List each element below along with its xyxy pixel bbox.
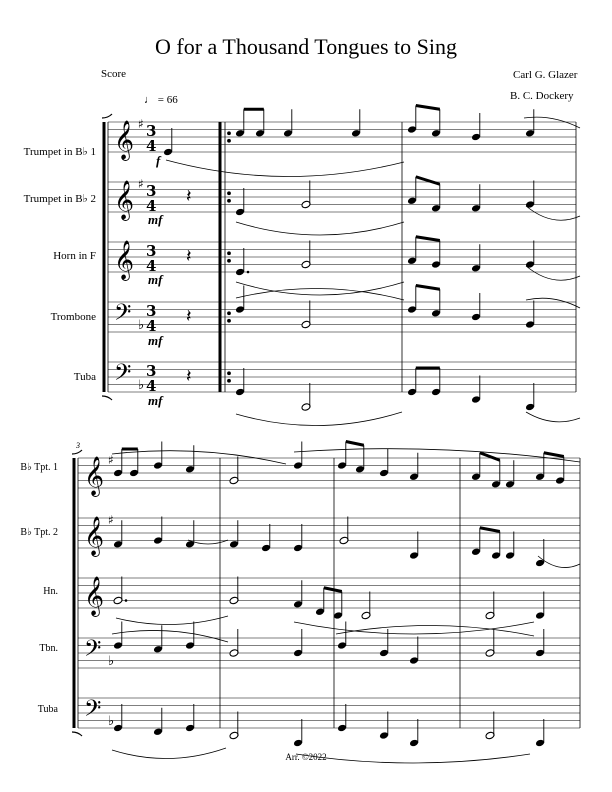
time-signature-numerator: 3: [146, 302, 157, 320]
copyright-footer: Arr. ©2022: [285, 752, 327, 762]
flat-icon: ♭: [138, 378, 145, 393]
flat-icon: ♭: [108, 654, 115, 669]
bass-clef-icon: 𝄢: [114, 300, 132, 331]
slur: [296, 754, 530, 763]
quarter-rest-icon: 𝄽: [186, 186, 192, 207]
repeat-dot: [228, 319, 231, 322]
beam: [416, 237, 440, 241]
beam: [346, 442, 364, 446]
sharp-icon: ♯: [138, 177, 144, 191]
repeat-dot: [228, 372, 231, 375]
bracket-end: [72, 450, 82, 454]
slur: [524, 117, 580, 128]
sharp-icon: ♯: [138, 117, 144, 131]
dynamic-marking: mf: [148, 333, 163, 348]
flat-icon: ♭: [108, 714, 115, 729]
slur: [294, 622, 534, 634]
bracket-end: [102, 396, 112, 400]
score-label: Score: [101, 68, 127, 80]
quarter-note-icon: ♩: [144, 94, 155, 106]
flat-icon: ♭: [138, 318, 145, 333]
repeat-dot: [228, 199, 231, 202]
instrument-name-tuba: Tuba: [73, 371, 96, 383]
sharp-icon: ♯: [108, 453, 114, 467]
slur: [112, 748, 226, 759]
time-signature-numerator: 3: [146, 122, 157, 140]
dynamic-marking: f: [156, 153, 161, 168]
arranger-credit: B. C. Dockery: [510, 90, 574, 102]
beam: [416, 286, 440, 290]
instrument-name-tuba: Tuba: [37, 704, 58, 715]
repeat-dot: [228, 139, 231, 142]
instrument-name-horn: Hn.: [43, 586, 58, 597]
repeat-dot: [228, 312, 231, 315]
slur: [526, 266, 580, 280]
repeat-dot: [228, 132, 231, 135]
slur: [236, 288, 404, 300]
time-signature-numerator: 3: [146, 242, 157, 260]
repeat-dot: [228, 379, 231, 382]
bass-clef-icon: 𝄢: [84, 636, 102, 667]
bass-clef-icon: 𝄢: [114, 360, 132, 391]
time-signature-numerator: 3: [146, 362, 157, 380]
beam: [480, 528, 500, 532]
slur: [538, 556, 580, 568]
instrument-name-trumpet-1: B♭ Tpt. 1: [20, 462, 58, 473]
instrument-name-trombone: Trombone: [50, 311, 96, 323]
time-signature-denominator: 4: [146, 257, 157, 275]
clefs: [84, 117, 156, 729]
slur: [166, 160, 404, 177]
treble-clef-icon: 𝄞: [114, 240, 135, 280]
slur: [526, 412, 580, 422]
beam: [416, 177, 440, 185]
bass-clef-icon: 𝄢: [84, 696, 102, 727]
sharp-icon: ♯: [108, 513, 114, 527]
slur: [116, 616, 228, 625]
treble-clef-icon: 𝄞: [84, 576, 105, 616]
time-signature-denominator: 4: [146, 137, 157, 155]
instrument-name-trumpet-2: B♭ Tpt. 2: [20, 527, 58, 538]
treble-clef-icon: 𝄞: [84, 516, 105, 556]
repeat-dot: [228, 252, 231, 255]
augmentation-dot: [247, 271, 250, 274]
instrument-name-horn: Horn in F: [53, 250, 96, 262]
beam: [416, 106, 440, 110]
slur: [112, 630, 228, 642]
treble-clef-icon: 𝄞: [114, 120, 135, 160]
time-signature-denominator: 4: [146, 317, 157, 335]
treble-clef-icon: 𝄞: [84, 456, 105, 496]
repeat-dot: [228, 192, 231, 195]
beam: [324, 588, 342, 592]
augmentation-dot: [125, 599, 128, 602]
treble-clef-icon: 𝄞: [114, 180, 135, 220]
beam: [480, 453, 500, 461]
score-title: O for a Thousand Tongues to Sing: [155, 34, 457, 59]
bracket-end: [72, 732, 82, 736]
composer-credit: Carl G. Glazer: [513, 69, 578, 81]
slur: [526, 206, 580, 220]
quarter-rest-icon: 𝄽: [186, 366, 192, 387]
instrument-name-trumpet-1: Trumpet in B♭ 1: [23, 146, 96, 158]
quarter-rest-icon: 𝄽: [186, 306, 192, 327]
slur: [294, 449, 580, 462]
dynamic-marking: mf: [148, 393, 163, 408]
repeat-dot: [228, 259, 231, 262]
time-signature-denominator: 4: [146, 197, 157, 215]
slur: [236, 412, 402, 426]
time-signature-numerator: 3: [146, 182, 157, 200]
quarter-rest-icon: 𝄽: [186, 246, 192, 267]
instrument-name-trumpet-2: Trumpet in B♭ 2: [23, 193, 96, 205]
tempo-value: = 66: [157, 94, 178, 106]
beam: [544, 453, 564, 457]
bracket-end: [102, 114, 112, 118]
slurs: [112, 117, 580, 763]
dynamic-marking: mf: [148, 212, 163, 227]
measure-number: 3: [76, 441, 80, 450]
dynamic-marking: mf: [148, 272, 163, 287]
slur: [236, 222, 404, 235]
time-signature-denominator: 4: [146, 377, 157, 395]
instrument-name-trombone: Tbn.: [39, 643, 58, 654]
notes: [113, 106, 565, 748]
